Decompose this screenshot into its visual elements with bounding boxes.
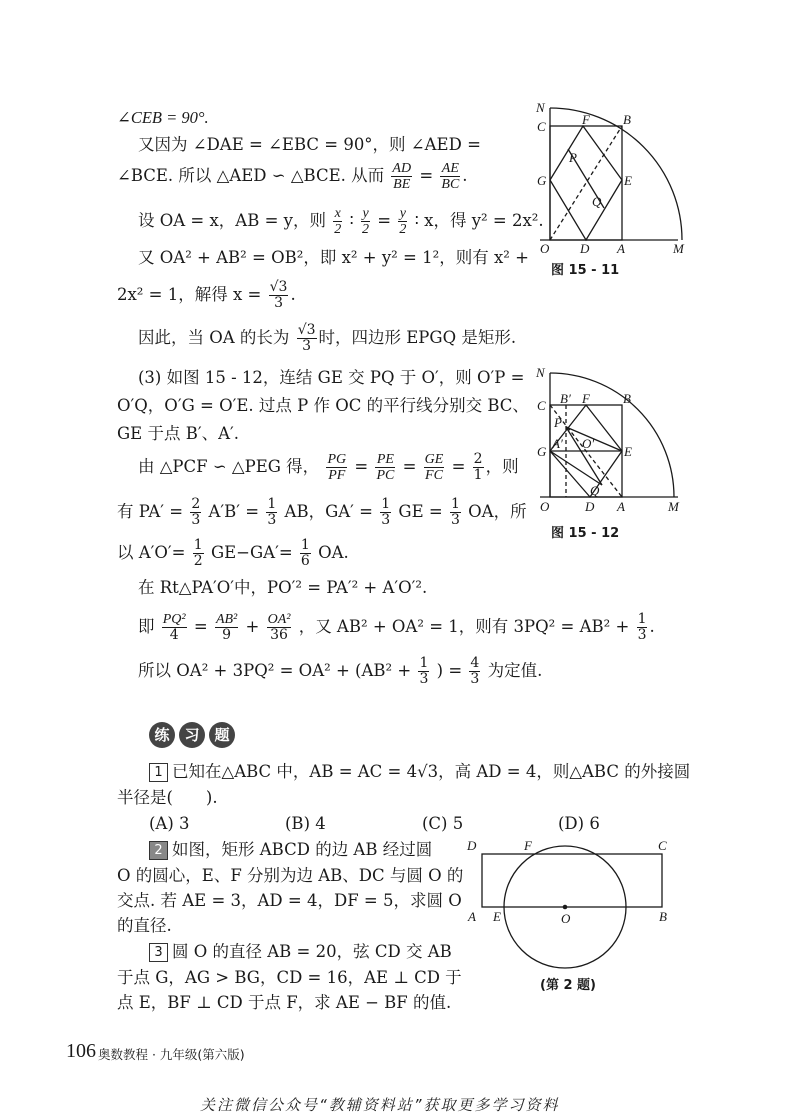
text-line-2: 又因为 ∠DAE = ∠EBC = 90°，则 ∠AED = xyxy=(138,135,481,154)
segment-gq xyxy=(550,451,602,485)
label-d: D xyxy=(580,241,590,256)
label-o-prime: O′ xyxy=(582,436,595,451)
label-f: F xyxy=(524,838,532,853)
exercise-2-line-1: 2 如图，矩形 ABCD 的边 AB 经过圆 xyxy=(149,838,432,862)
text-line-13: 以 A′O′= $\frac{1}{2}$ GE−GA′= $\frac{1}{6}$ OA. xyxy=(117,537,349,569)
exercise-3-line-3: 点 E，BF ⊥ CD 于点 F，求 AE − BF 的值. xyxy=(117,993,452,1012)
text-line-10: GE 于点 B′、A′. xyxy=(117,424,239,443)
section-heading-exercises xyxy=(149,722,235,748)
label-g: G xyxy=(537,173,547,188)
label-e: E xyxy=(493,909,501,924)
label-e: E xyxy=(624,444,632,459)
text-line-6: 2x² = 1，解得 x = $\frac{√3}{3}$ . xyxy=(117,279,296,311)
label-a-prime: A′ xyxy=(552,436,563,451)
quarter-arc xyxy=(550,108,682,240)
text-line-3: ∠BCE. 所以 △AED ∽ △BCE. 从而 $\frac{AD}{BE}$ = $\frac{AE}{BC}$ . xyxy=(117,161,468,192)
figure-15-12-caption: 图 15 - 12 xyxy=(551,526,620,541)
label-o: O xyxy=(540,241,550,256)
exercise-1-option-c: (C) 5 xyxy=(422,814,464,833)
diagonal-ob xyxy=(550,126,622,240)
exercise-2-line-2: O 的圆心，E、F 分别为边 AB、DC 与圆 O 的 xyxy=(117,866,464,885)
text-line-5: 又 OA² + AB² = OB²，即 x² + y² = 1²，则有 x² + xyxy=(138,248,529,267)
text-line-7: 因此，当 OA 的长为 $\frac{√3}{3}$ 时，四边形 EPGQ 是矩形. xyxy=(138,322,517,354)
text-line-15: 即 $\frac{\text{PQ²}}{4}$ = $\frac{\text{AB²}}{9}$ + $\frac{\text{OA²}}{36}$ ，又 AB² + OA² = 1，则有 3PQ² = AB² + $\frac{1}{3}$ . xyxy=(138,611,655,643)
book-title: 奥数教程 · 九年级(第六版) xyxy=(98,1047,245,1062)
label-p: P xyxy=(569,150,577,165)
exercise-2-line-4: 的直径. xyxy=(117,916,172,935)
rectangle-abcd xyxy=(482,854,662,907)
label-n: N xyxy=(536,100,545,115)
label-m: M xyxy=(673,241,684,256)
exercise-1-line-2: 半径是( ). xyxy=(117,788,218,807)
exercise-1-option-b: (B) 4 xyxy=(285,814,326,833)
label-o: O xyxy=(561,911,571,926)
exercise-1-number: 1 xyxy=(149,763,168,782)
exercise-2-number: 2 xyxy=(149,841,168,860)
promo-banner: 关注微信公众号“教辅资料站”获取更多学习资料 xyxy=(200,1096,560,1114)
section-char-2: 习 xyxy=(179,722,205,748)
label-n: N xyxy=(536,365,545,380)
exercise-2-line-3: 交点. 若 AE = 3，AD = 4，DF = 5，求圆 O xyxy=(117,891,462,910)
label-b-prime: B′ xyxy=(560,391,571,406)
figure-exercise-2 xyxy=(462,836,682,971)
label-a: A xyxy=(617,499,625,514)
label-c: C xyxy=(658,838,667,853)
label-o: O xyxy=(540,499,550,514)
center-point-o xyxy=(563,905,568,910)
label-a: A xyxy=(468,909,476,924)
text-line-8: (3) 如图 15 - 12，连结 GE 交 PQ 于 O′，则 O′P = xyxy=(138,368,525,387)
label-b: B xyxy=(659,909,667,924)
text-line-1: ∠CEB = 90°. xyxy=(117,108,209,127)
label-c: C xyxy=(537,398,546,413)
label-b: B xyxy=(623,391,631,406)
label-f: F xyxy=(582,391,590,406)
label-d: D xyxy=(585,499,595,514)
figure-exercise-2-caption: (第 2 题) xyxy=(540,978,596,993)
section-char-1: 练 xyxy=(149,722,175,748)
label-e: E xyxy=(624,173,632,188)
label-q: Q xyxy=(592,194,602,209)
exercise-3-line-1: 3 圆 O 的直径 AB = 20，弦 CD 交 AB xyxy=(149,940,452,964)
label-a: A xyxy=(617,241,625,256)
label-b: B xyxy=(623,112,631,127)
exercise-1-line-1: 1 已知在△ABC 中，AB = AC = 4√3，高 AD = 4，则△ABC 的外接圆 xyxy=(149,760,690,784)
label-f: F xyxy=(582,112,590,127)
exercise-1-option-a: (A) 3 xyxy=(149,814,190,833)
text-line-11: 由 △PCF ∽ △PEG 得， $\frac{PG}{PF}$ = $\frac{PE}{PC}$ = $\frac{GE}{FC}$ = $\frac{2}{1}$ ，则 xyxy=(138,451,519,483)
section-char-3: 题 xyxy=(209,722,235,748)
figure-15-11 xyxy=(530,98,690,256)
figure-15-11-caption: 图 15 - 11 xyxy=(551,263,620,278)
label-g: G xyxy=(537,444,547,459)
text-line-12: 有 PA′ = $\frac{2}{3}$ A′B′ = $\frac{1}{3}$ AB，GA′ = $\frac{1}{3}$ GE = $\frac{1}{3}$ OA，所 xyxy=(117,496,527,528)
label-m: M xyxy=(668,499,679,514)
exercise-3-line-2: 于点 G，AG > BG，CD = 16，AE ⊥ CD 于 xyxy=(117,968,462,987)
label-p: P xyxy=(554,415,562,430)
figure-15-12 xyxy=(530,365,690,517)
page-number: 106 xyxy=(66,1040,96,1062)
text-line-4: 设 OA = x，AB = y，则 $\frac{x}{2}$ ∶ $\frac{y}{2}$ = $\frac{y}{2}$ ∶ x，得 y² = 2x². xyxy=(138,206,544,237)
text-line-9: O′Q，O′G = O′E. 过点 P 作 OC 的平行线分别交 BC、 xyxy=(117,396,529,415)
text-line-14: 在 Rt△PA′O′中，PO′² = PA′² + A′O′². xyxy=(138,578,428,597)
exercise-3-number: 3 xyxy=(149,943,168,962)
exercise-1-option-d: (D) 6 xyxy=(558,814,600,833)
label-c: C xyxy=(537,119,546,134)
label-d: D xyxy=(467,838,477,853)
text-line-16: 所以 OA² + 3PQ² = OA² + (AB² + $\frac{1}{3}$ ) = $\frac{4}{3}$ 为定值. xyxy=(138,655,543,687)
label-q: Q xyxy=(590,483,600,498)
